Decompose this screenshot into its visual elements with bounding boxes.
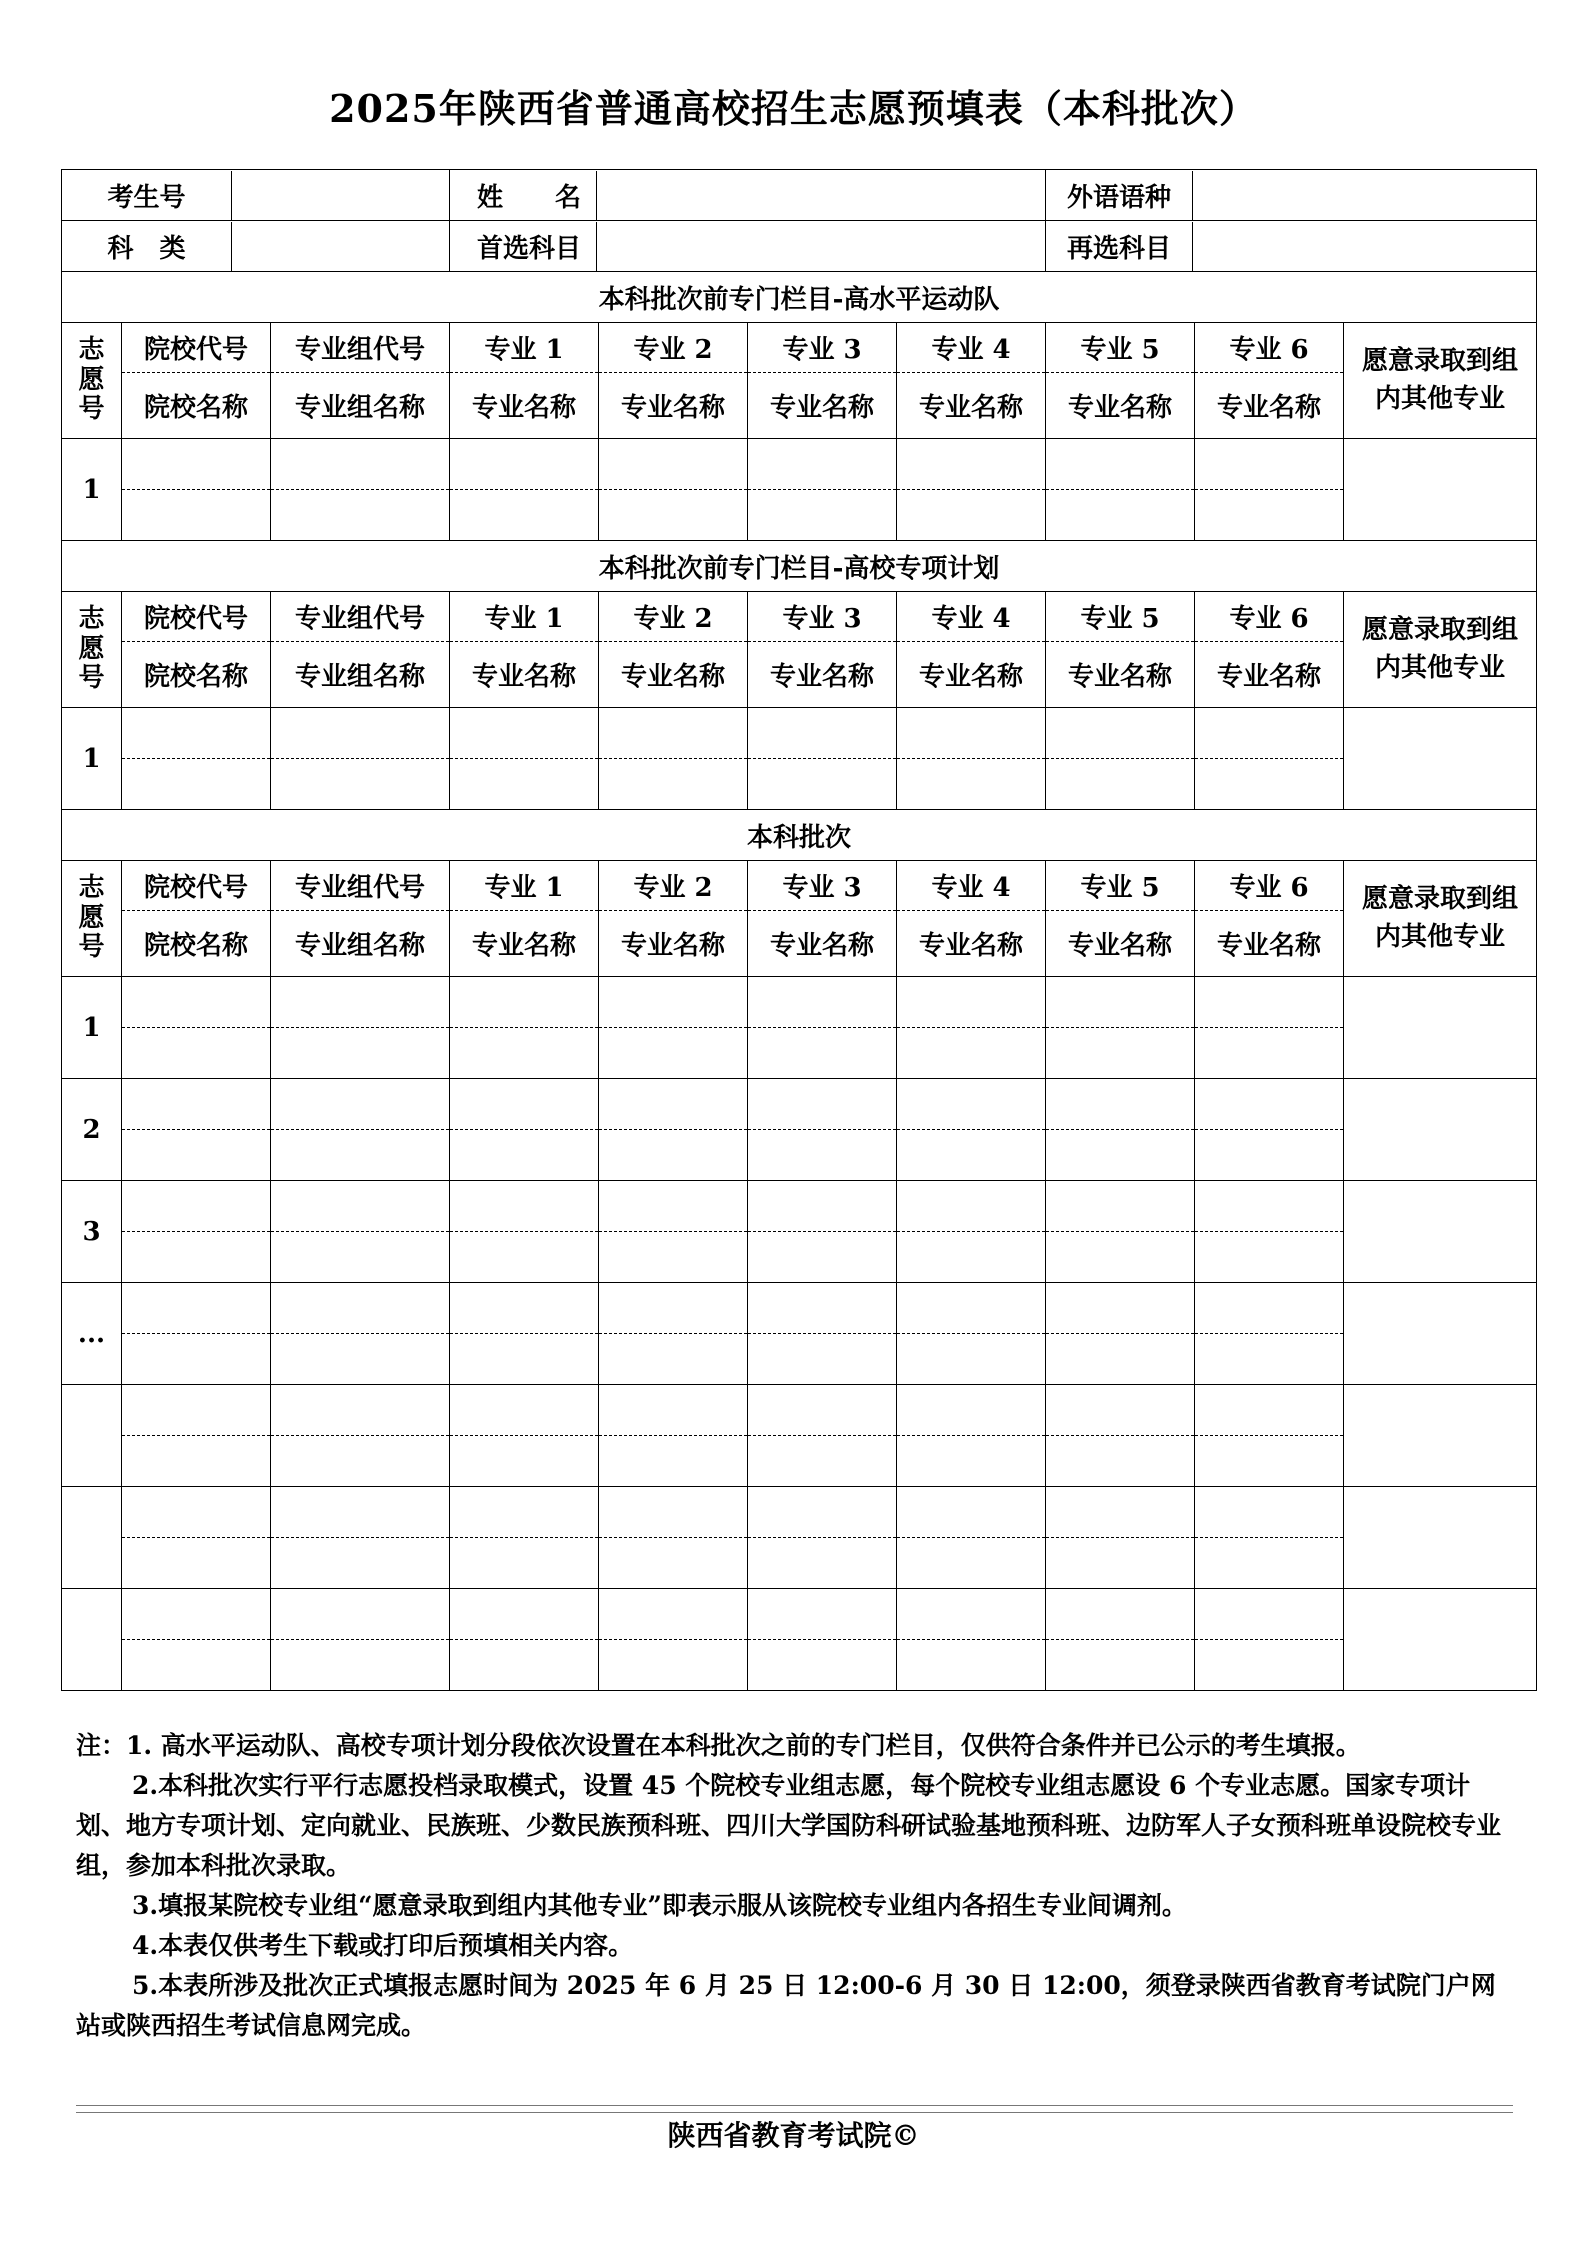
choice-number: 3 [62,1181,122,1283]
entry-cell-code[interactable] [1195,1181,1344,1232]
major-2-header: 专业 2 [599,592,748,642]
major-1-name-header: 专业名称 [450,642,599,708]
school-name-header: 院校名称 [122,911,271,977]
major-6-name-header: 专业名称 [1195,911,1344,977]
major-6-name-header: 专业名称 [1195,642,1344,708]
choice-number: 1 [62,708,122,810]
entry-cell-code[interactable] [748,1589,897,1640]
footer-copyright: 陕西省教育考试院© [667,2119,920,2152]
header-row-names [62,642,1537,708]
section-title-row [62,541,1537,592]
group-name-header: 专业组名称 [271,642,450,708]
choice-no-header-text: 志 愿 号 [78,872,105,963]
entry-cell-name[interactable] [271,1640,450,1691]
entry-cell-name[interactable] [1046,490,1195,541]
page-title: 2025年陕西省普通高校招生志愿预填表（本科批次） [329,86,1258,131]
entry-row-bottom [62,1028,1537,1079]
entry-cell-name[interactable] [748,1028,897,1079]
entry-row-bottom [62,1436,1537,1487]
choice-number [62,1487,122,1589]
entry-cell-name[interactable] [122,490,271,541]
entry-cell-code[interactable] [748,708,897,759]
choice-number: 1 [62,977,122,1079]
entry-cell-code[interactable] [122,439,271,490]
entry-cell-name[interactable] [450,1334,599,1385]
note-4: 4.本表仅供考生下载或打印后预填相关内容。 [132,1931,634,1960]
major-1-name-header: 专业名称 [450,373,599,439]
note-3: 3.填报某院校专业组“愿意录取到组内其他专业”即表示服从该院校专业组内各招生专业间调剂。 [132,1891,1187,1920]
major-3-header: 专业 3 [748,323,897,373]
entry-cell-name[interactable] [271,1334,450,1385]
entry-row-bottom [62,1640,1537,1691]
major-5-header: 专业 5 [1046,861,1195,911]
entry-cell-name[interactable] [748,759,897,810]
entry-cell-code[interactable] [1195,1385,1344,1436]
entry-cell-name[interactable] [1046,1640,1195,1691]
entry-cell-code[interactable] [897,1589,1046,1640]
major-6-header: 专业 6 [1195,323,1344,373]
major-6-name-header: 专业名称 [1195,373,1344,439]
entry-cell-code[interactable] [897,708,1046,759]
entry-cell-code[interactable] [122,977,271,1028]
entry-cell-code[interactable] [450,1589,599,1640]
entry-cell-code[interactable] [1046,977,1195,1028]
entry-cell-code[interactable] [599,1487,748,1538]
entry-cell-name[interactable] [748,1130,897,1181]
header-row-codes [62,861,1537,911]
entry-cell-code[interactable] [450,708,599,759]
major-4-header: 专业 4 [897,592,1046,642]
willing-header: 愿意录取到组内其他专业 [1344,861,1537,977]
entry-cell-code[interactable] [1046,708,1195,759]
entry-cell-code[interactable] [271,1385,450,1436]
entry-cell-name[interactable] [1195,1232,1344,1283]
entry-cell-name[interactable] [271,1436,450,1487]
entry-cell-name[interactable] [450,1436,599,1487]
header-row-names [62,911,1537,977]
note-1: 注：1. 高水平运动队、高校专项计划分段依次设置在本科批次之前的专门栏目，仅供符合条件并已公示的考生填报。 [76,1731,1361,1760]
section-title: 本科批次 [62,810,1537,861]
entry-cell-name[interactable] [122,1538,271,1589]
category-label: 科 类 [62,222,232,271]
entry-cell-name[interactable] [897,759,1046,810]
major-3-header: 专业 3 [748,592,897,642]
entry-cell-name[interactable] [748,1538,897,1589]
entry-cell-code[interactable] [1195,1589,1344,1640]
choice-number: ... [62,1283,122,1385]
major-2-name-header: 专业名称 [599,642,748,708]
entry-cell-code[interactable] [599,1181,748,1232]
secondary-subject-field[interactable] [1193,222,1537,271]
school-name-header: 院校名称 [122,373,271,439]
name-field[interactable] [597,171,1046,220]
willing-cell[interactable] [1344,1385,1537,1487]
willing-cell[interactable] [1344,1487,1537,1589]
entry-cell-name[interactable] [1195,759,1344,810]
entry-cell-code[interactable] [748,1181,897,1232]
entry-cell-name[interactable] [1046,759,1195,810]
major-4-name-header: 专业名称 [897,373,1046,439]
entry-cell-name[interactable] [897,1640,1046,1691]
note-2: 2.本科批次实行平行志愿投档录取模式，设置 45 个院校专业组志愿，每个院校专业组志愿设 6 个专业志愿。国家专项计划、地方专项计划、定向就业、民族班、少数民族预科班、四川大学国防科研试验基地预科班、边防军人子女预科班单设院校专业组，参加本科批次录取。 [76,1771,1502,1880]
language-field[interactable] [1193,171,1537,220]
language-label: 外语语种 [1046,171,1193,220]
entry-cell-name[interactable] [271,1130,450,1181]
willing-cell[interactable] [1344,1181,1537,1283]
entry-cell-name[interactable] [271,759,450,810]
entry-cell-name[interactable] [1046,1028,1195,1079]
entry-cell-code[interactable] [599,977,748,1028]
choice-no-header [62,323,122,439]
entry-cell-name[interactable] [599,490,748,541]
entry-cell-code[interactable] [450,1181,599,1232]
entry-cell-name[interactable] [1046,1334,1195,1385]
major-2-name-header: 专业名称 [599,373,748,439]
entry-cell-name[interactable] [1195,1538,1344,1589]
entry-cell-code[interactable] [1046,1181,1195,1232]
entry-cell-name[interactable] [271,490,450,541]
entry-row-top [62,1589,1537,1640]
entry-cell-name[interactable] [271,1538,450,1589]
entry-cell-code[interactable] [1195,708,1344,759]
major-4-header: 专业 4 [897,861,1046,911]
primary-subject-field[interactable] [597,222,1046,271]
entry-cell-code[interactable] [122,708,271,759]
entry-cell-name[interactable] [1195,1028,1344,1079]
entry-cell-name[interactable] [599,1334,748,1385]
major-5-name-header: 专业名称 [1046,373,1195,439]
willing-cell[interactable] [1344,708,1537,810]
entry-cell-code[interactable] [1046,439,1195,490]
entry-cell-code[interactable] [450,1283,599,1334]
entry-cell-name[interactable] [1046,1130,1195,1181]
entry-cell-code[interactable] [1195,1079,1344,1130]
willing-cell[interactable] [1344,977,1537,1079]
entry-cell-name[interactable] [122,759,271,810]
major-1-name-header: 专业名称 [450,911,599,977]
entry-cell-code[interactable] [271,977,450,1028]
entry-cell-name[interactable] [897,1436,1046,1487]
major-1-header: 专业 1 [450,323,599,373]
entry-cell-name[interactable] [599,1640,748,1691]
entry-row-bottom [62,1130,1537,1181]
entry-row-top [62,1181,1537,1232]
entry-cell-code[interactable] [748,1487,897,1538]
entry-cell-name[interactable] [1195,1334,1344,1385]
willing-header: 愿意录取到组内其他专业 [1344,592,1537,708]
entry-row-top [62,708,1537,759]
entry-row-top [62,1283,1537,1334]
entry-cell-name[interactable] [450,1028,599,1079]
willing-cell[interactable] [1344,1079,1537,1181]
entry-cell-code[interactable] [748,1385,897,1436]
note-5: 5.本表所涉及批次正式填报志愿时间为 2025 年 6 月 25 日 12:00-6 月 30 日 12:00，须登录陕西省教育考试院门户网站或陕西招生考试信息网完成。 [76,1971,1496,2040]
school-code-header: 院校代号 [122,861,271,911]
entry-cell-name[interactable] [450,1130,599,1181]
entry-cell-code[interactable] [450,977,599,1028]
notes [76,1726,1518,2046]
entry-cell-code[interactable] [897,1487,1046,1538]
entry-cell-code[interactable] [599,439,748,490]
entry-row-bottom [62,1538,1537,1589]
major-3-header: 专业 3 [748,861,897,911]
entry-row-top [62,1487,1537,1538]
entry-cell-code[interactable] [1195,977,1344,1028]
entry-row-bottom [62,759,1537,810]
entry-cell-name[interactable] [599,1538,748,1589]
entry-cell-code[interactable] [897,1079,1046,1130]
entry-cell-name[interactable] [897,490,1046,541]
entry-cell-code[interactable] [271,1079,450,1130]
entry-cell-code[interactable] [271,439,450,490]
exam-no-field[interactable] [232,171,450,220]
major-4-name-header: 专业名称 [897,911,1046,977]
category-field[interactable] [232,222,450,271]
choice-number: 2 [62,1079,122,1181]
entry-cell-name[interactable] [599,1232,748,1283]
major-5-header: 专业 5 [1046,592,1195,642]
section-title-row [62,810,1537,861]
entry-cell-name[interactable] [748,1334,897,1385]
entry-cell-code[interactable] [1195,1487,1344,1538]
entry-cell-name[interactable] [271,1028,450,1079]
entry-cell-code[interactable] [1046,1385,1195,1436]
major-6-header: 专业 6 [1195,861,1344,911]
willing-cell[interactable] [1344,1589,1537,1691]
info-row-1 [62,170,1537,221]
entry-cell-name[interactable] [1195,1436,1344,1487]
entry-cell-code[interactable] [1195,1283,1344,1334]
entry-cell-name[interactable] [748,1232,897,1283]
major-4-name-header: 专业名称 [897,642,1046,708]
choice-number: 1 [62,439,122,541]
entry-cell-name[interactable] [1195,1130,1344,1181]
choice-no-header-text: 志 愿 号 [78,334,105,425]
section-title-row [62,272,1537,323]
entry-row-bottom [62,1334,1537,1385]
entry-cell-code[interactable] [122,1079,271,1130]
entry-cell-name[interactable] [122,1028,271,1079]
entry-cell-code[interactable] [271,1589,450,1640]
entry-cell-name[interactable] [1046,1232,1195,1283]
entry-cell-name[interactable] [599,1130,748,1181]
entry-cell-code[interactable] [122,1385,271,1436]
entry-cell-name[interactable] [1046,1436,1195,1487]
entry-cell-name[interactable] [1195,1640,1344,1691]
entry-cell-code[interactable] [748,1283,897,1334]
entry-cell-code[interactable] [748,1079,897,1130]
entry-cell-code[interactable] [1046,1487,1195,1538]
entry-row-bottom [62,1232,1537,1283]
entry-cell-code[interactable] [748,977,897,1028]
entry-cell-code[interactable] [1046,1283,1195,1334]
entry-row-top [62,439,1537,490]
entry-cell-name[interactable] [450,1538,599,1589]
group-code-header: 专业组代号 [271,323,450,373]
section-title: 本科批次前专门栏目-高校专项计划 [62,541,1537,592]
entry-cell-code[interactable] [897,1385,1046,1436]
entry-cell-code[interactable] [897,1181,1046,1232]
entry-cell-code[interactable] [122,1589,271,1640]
entry-cell-name[interactable] [1195,490,1344,541]
school-name-header: 院校名称 [122,642,271,708]
entry-cell-code[interactable] [897,439,1046,490]
entry-cell-code[interactable] [599,1283,748,1334]
entry-cell-name[interactable] [599,759,748,810]
header-row-names [62,373,1537,439]
entry-cell-code[interactable] [122,1181,271,1232]
footer-divider-2 [76,2112,1513,2113]
major-2-header: 专业 2 [599,323,748,373]
major-5-name-header: 专业名称 [1046,911,1195,977]
entry-cell-code[interactable] [450,1385,599,1436]
entry-cell-code[interactable] [1195,439,1344,490]
entry-cell-code[interactable] [271,1487,450,1538]
primary-subject-label: 首选科目 [450,222,597,271]
group-name-header: 专业组名称 [271,373,450,439]
entry-cell-code[interactable] [599,1385,748,1436]
info-row-2 [62,221,1537,272]
choice-no-header [62,592,122,708]
group-code-header: 专业组代号 [271,592,450,642]
choice-number [62,1385,122,1487]
entry-cell-name[interactable] [897,1538,1046,1589]
willing-cell[interactable] [1344,1283,1537,1385]
header-row-codes [62,592,1537,642]
entry-cell-code[interactable] [271,1181,450,1232]
entry-cell-code[interactable] [122,1283,271,1334]
entry-cell-name[interactable] [897,1334,1046,1385]
major-2-header: 专业 2 [599,861,748,911]
entry-cell-code[interactable] [599,708,748,759]
entry-cell-code[interactable] [271,708,450,759]
entry-cell-name[interactable] [122,1334,271,1385]
entry-cell-name[interactable] [122,1130,271,1181]
entry-cell-name[interactable] [748,1436,897,1487]
entry-cell-code[interactable] [450,439,599,490]
group-name-header: 专业组名称 [271,911,450,977]
major-1-header: 专业 1 [450,592,599,642]
entry-cell-name[interactable] [122,1436,271,1487]
entry-cell-code[interactable] [599,1589,748,1640]
school-code-header: 院校代号 [122,323,271,373]
section-title: 本科批次前专门栏目-高水平运动队 [62,272,1537,323]
major-2-name-header: 专业名称 [599,911,748,977]
entry-cell-name[interactable] [450,490,599,541]
entry-cell-name[interactable] [897,1232,1046,1283]
entry-cell-name[interactable] [122,1232,271,1283]
major-3-name-header: 专业名称 [748,642,897,708]
choice-no-header [62,861,122,977]
entry-cell-name[interactable] [1046,1538,1195,1589]
entry-cell-name[interactable] [450,759,599,810]
entry-cell-code[interactable] [450,1487,599,1538]
entry-cell-name[interactable] [122,1640,271,1691]
entry-cell-name[interactable] [450,1232,599,1283]
footer-divider [76,2105,1513,2106]
school-code-header: 院校代号 [122,592,271,642]
entry-cell-code[interactable] [1046,1589,1195,1640]
entry-row-top [62,1079,1537,1130]
major-6-header: 专业 6 [1195,592,1344,642]
choice-no-header-text: 志 愿 号 [78,603,105,694]
entry-cell-name[interactable] [748,1640,897,1691]
major-3-name-header: 专业名称 [748,373,897,439]
major-5-name-header: 专业名称 [1046,642,1195,708]
name-label: 姓 名 [450,171,597,220]
entry-cell-name[interactable] [271,1232,450,1283]
secondary-subject-label: 再选科目 [1046,222,1193,271]
entry-row-top [62,1385,1537,1436]
entry-cell-name[interactable] [748,490,897,541]
entry-cell-name[interactable] [897,1028,1046,1079]
major-3-name-header: 专业名称 [748,911,897,977]
entry-cell-code[interactable] [748,439,897,490]
entry-row-bottom [62,490,1537,541]
header-row-codes [62,323,1537,373]
entry-row-top [62,977,1537,1028]
group-code-header: 专业组代号 [271,861,450,911]
entry-cell-name[interactable] [599,1028,748,1079]
entry-cell-code[interactable] [599,1079,748,1130]
entry-cell-code[interactable] [122,1487,271,1538]
entry-cell-name[interactable] [450,1640,599,1691]
entry-cell-code[interactable] [271,1283,450,1334]
willing-header: 愿意录取到组内其他专业 [1344,323,1537,439]
entry-cell-code[interactable] [450,1079,599,1130]
major-1-header: 专业 1 [450,861,599,911]
entry-cell-code[interactable] [1046,1079,1195,1130]
major-5-header: 专业 5 [1046,323,1195,373]
application-form-table [61,169,1537,1691]
entry-cell-code[interactable] [897,977,1046,1028]
exam-no-label: 考生号 [62,171,232,220]
entry-cell-name[interactable] [897,1130,1046,1181]
entry-cell-name[interactable] [599,1436,748,1487]
willing-cell[interactable] [1344,439,1537,541]
choice-number [62,1589,122,1691]
major-4-header: 专业 4 [897,323,1046,373]
entry-cell-code[interactable] [897,1283,1046,1334]
